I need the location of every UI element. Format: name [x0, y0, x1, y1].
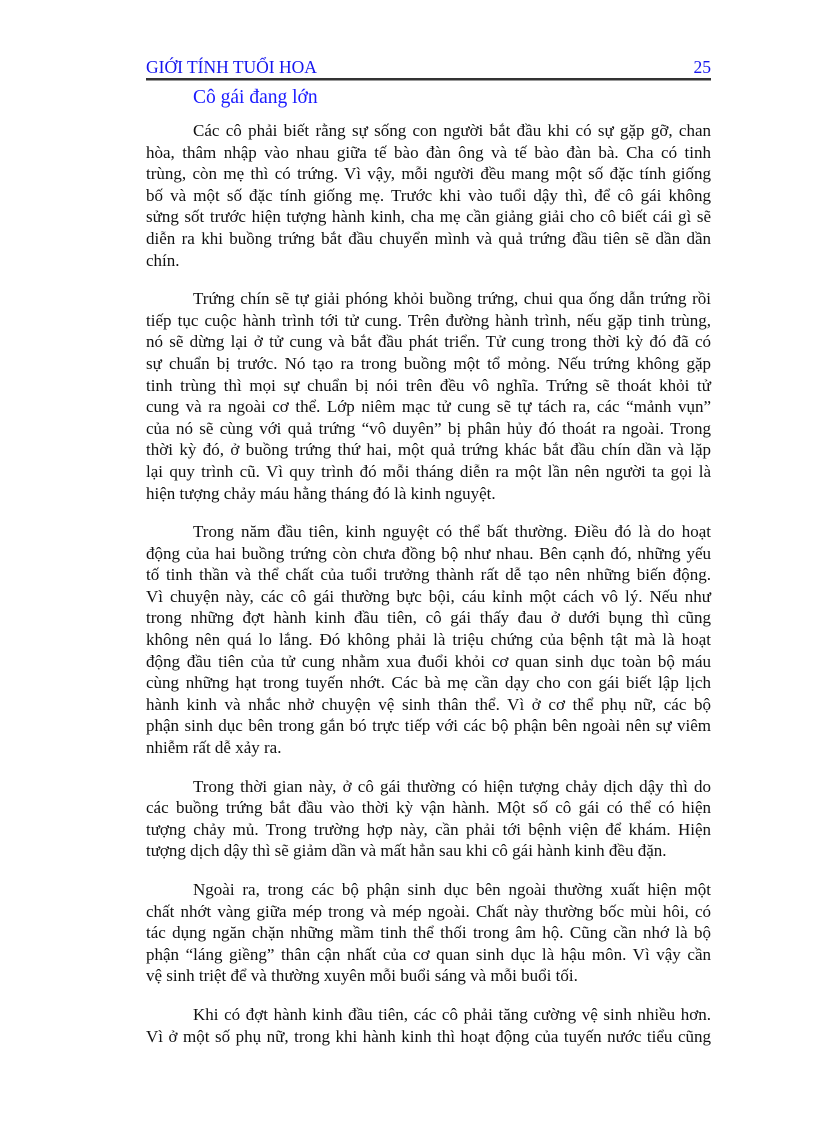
running-title: GIỚI TÍNH TUỔI HOA: [146, 57, 317, 77]
text-line: chín.: [146, 250, 180, 270]
text-line: động của hai buồng trứng còn chưa đồng bộ như nhau. Bên cạnh đó, những yếu: [146, 543, 711, 563]
text-line: lại quy trình cũ. Vì quy trình đó mỗi tháng diễn ra một lần nên người ta gọi là: [146, 461, 711, 481]
text-line: phận sinh dục bên trong gắn bó trực tiếp với các bộ phận bên ngoài nên sự viêm: [146, 716, 711, 736]
text-line: Vì chuyện này, các cô gái thường bực bội, cáu kỉnh một cách vô lý. Nếu như: [146, 586, 711, 606]
paragraph: [146, 120, 711, 271]
text-line: Ngoài ra, trong các bộ phận sinh dục bên ngoài thường xuất hiện một: [193, 880, 711, 899]
header-rule: [146, 78, 711, 81]
text-line: hiện tượng chảy máu hằng tháng đó là kinh nguyệt.: [146, 483, 496, 503]
text-line: cung và ra ngoài cơ thể. Lớp niêm mạc tử cung sẽ tự tách ra, các “mảnh vụn”: [146, 397, 711, 417]
text-line: hành kinh và nhắc nhở chuyện vệ sinh thân thể. Vì ở cơ thể phụ nữ, các bộ: [146, 694, 711, 714]
section-title: Cô gái đang lớn: [193, 87, 318, 108]
text-line: nhiễm rất dễ xảy ra.: [146, 738, 282, 758]
body-text: [146, 120, 711, 1064]
text-line: diễn ra khi buồng trứng bắt đầu chuyển mình và quả trứng đầu tiên sẽ dần dần: [146, 228, 711, 248]
text-line: động đầu tiên của tử cung nhằm xua đuổi khỏi cơ quan sinh dục toàn bộ máu: [146, 651, 711, 671]
text-line: Trứng chín sẽ tự giải phóng khỏi buồng trứng, chui qua ống dẫn trứng rồi: [193, 289, 711, 309]
text-line: tiếp tục cuộc hành trình tới tử cung. Trên đường hành trình, nếu gặp tinh trùng,: [146, 310, 711, 330]
text-line: không nên quá lo lắng. Đó không phải là triệu chứng của bệnh tật mà là hoạt: [146, 630, 711, 650]
text-line: Khi có đợt hành kinh đầu tiên, các cô phải tăng cường vệ sinh nhiều hơn.: [193, 1004, 711, 1024]
text-line: phận “láng giềng” thân cận nhất của cơ quan sinh dục là hậu môn. Vì vậy cần: [146, 944, 711, 964]
text-line: tinh trùng thì mọi sự chuẩn bị nói trên đều vô nghĩa. Trứng sẽ thoát khỏi tử: [146, 375, 711, 395]
text-line: bố và một số đặc tính giống mẹ. Trước khi vào tuổi dậy thì, để cô gái không: [146, 185, 711, 205]
text-line: vệ sinh triệt để và thường xuyên mỗi buổi sáng và mỗi buổi tối.: [146, 966, 578, 986]
text-line: các buồng trứng bắt đầu vào thời kỳ vận hành. Một số cô gái có thể có hiện: [146, 798, 711, 818]
text-line: tượng dịch dậy thì sẽ giảm dần và mất hẳn sau khi cô gái hành kinh đều đặn.: [146, 841, 667, 861]
text-line: cùng những hạt trong tuyến nhớt. Các bà mẹ cần dạy cho con gái biết lập lịch: [146, 673, 711, 693]
text-line: tố tinh thần và thể chất của tuổi trưởng thành rất dễ tạo nên những biến động.: [146, 565, 711, 585]
text-line: Vì ở một số phụ nữ, trong khi hành kinh thì hoạt động của tuyến nước tiểu cũng: [146, 1026, 711, 1046]
paragraph: [146, 1004, 711, 1047]
text-line: Các cô phải biết rằng sự sống con người bắt đầu khi có sự gặp gỡ, chan: [193, 121, 711, 140]
paragraph: [146, 879, 711, 987]
paragraph: [146, 776, 711, 862]
text-line: tượng chảy mủ. Trong trường hợp này, cần phải tới bệnh viện để khám. Hiện: [146, 819, 711, 839]
running-header: [146, 56, 711, 78]
paragraph: [146, 521, 711, 759]
text-line: trong những đợt hành kinh đầu tiên, cô gái thấy đau ở dưới bụng thì cũng: [146, 608, 711, 628]
text-line: Trong năm đầu tiên, kinh nguyệt có thể bất thường. Điều đó là do hoạt: [193, 522, 711, 542]
paragraph: [146, 288, 711, 504]
text-line: thời kỳ đó, ở buồng trứng thứ hai, một quả trứng khác bắt đầu chín dần và lặp: [146, 440, 711, 460]
text-line: Trong thời gian này, ở cô gái thường có hiện tượng chảy dịch dậy thì do: [193, 776, 711, 796]
text-line: trùng, còn mẹ thì có trứng. Vì vậy, mỗi người đều mang một số đặc tính giống: [146, 164, 711, 184]
page-number: 25: [693, 57, 711, 77]
text-line: tác dụng ngăn chặn những mầm tinh thể thối trong âm hộ. Cũng cần nhớ là bộ: [146, 923, 711, 943]
text-line: của nó sẽ cùng với quả trứng “vô duyên” bị phân hủy đó thoát ra ngoài. Trong: [146, 418, 711, 438]
text-line: sửng sốt trước hiện tượng hành kinh, cha mẹ cần giảng giải cho cô biết cái gì sẽ: [146, 207, 711, 227]
text-line: sự chuẩn bị trước. Nó tạo ra trong buồng một tổ mỏng. Nếu trứng không gặp: [146, 353, 711, 373]
text-line: hòa, thâm nhập vào nhau giữa tế bào đàn ông và tế bào đàn bà. Cha có tinh: [146, 142, 711, 162]
text-line: nó sẽ dừng lại ở tử cung và bắt đầu phát triển. Tử cung trong thời kỳ đó đã có: [146, 332, 711, 352]
text-line: chất nhớt vàng giữa mép trong và mép ngoài. Chất này thường bốc mùi hôi, có: [146, 901, 711, 921]
